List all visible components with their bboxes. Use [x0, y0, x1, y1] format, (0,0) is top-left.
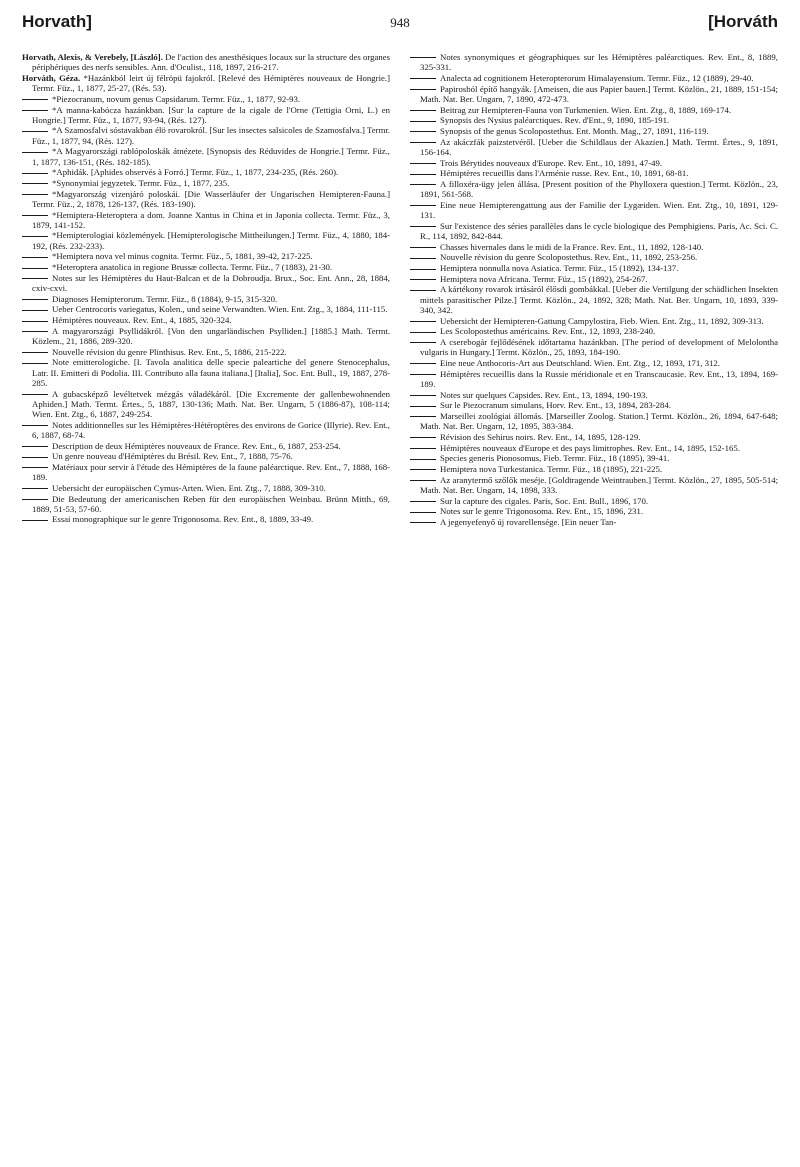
bibliography-entry: [410, 274, 778, 284]
entry-text: *Heteroptera anatolica in regione Brussæ collecta. Termr. Füz., 7 (1883), 21-30.: [52, 262, 333, 273]
bibliography-entry: [410, 400, 778, 410]
running-head-left: Horvath]: [22, 12, 92, 31]
bibliography-entry: [410, 316, 778, 326]
ditto-dash: [22, 257, 48, 258]
entry-text: A gubacsképző levéltetvek mézgás váladékáról. [Die Excremente der gallenbewohnenden Aphiden.] Math. Termt. Értes., 5, 1887, 130-136; Math. Nat. Ber. Ungarn, 5 (1886-87), 108-114; Wien. Ent. Ztg., 6, 1887, 249-254.: [32, 388, 390, 419]
bibliography-entry: [410, 453, 778, 463]
bibliography-entry: [410, 52, 778, 72]
entry-text: *Hazánkból leirt új félröpü fajokról. [Relevé des Hémiptères nouveaux de Hongrie.] Termr. Füz., 1, 1877, 25-27, (Rés. 53).: [32, 72, 390, 94]
bibliography-entry: [410, 326, 778, 336]
bibliography-entry: [22, 357, 390, 388]
bibliography-entry: [22, 326, 390, 346]
bibliography-entry: [22, 189, 390, 209]
bibliography-entry: [410, 242, 778, 252]
ditto-dash: [410, 57, 436, 58]
bibliography-entry: [22, 251, 390, 261]
ditto-dash: [22, 131, 48, 132]
ditto-dash: [22, 110, 48, 111]
ditto-dash: [410, 395, 436, 396]
ditto-dash: [410, 78, 436, 79]
entry-text: Notes synonymiques et géographiques sur les Hémiptères paléarctiques. Rev. Ent., 8, 1889, 325-331.: [420, 52, 778, 73]
ditto-dash: [410, 437, 436, 438]
bibliography-entry: [22, 462, 390, 482]
bibliography-entry: [22, 441, 390, 451]
ditto-dash: [410, 247, 436, 248]
entry-text: Eine neue Hemipterengattung aus der Familie der Lygæiden. Wien. Ent. Ztg., 10, 1891, 129-131.: [420, 199, 778, 221]
ditto-dash: [410, 448, 436, 449]
entry-text: Les Scolopostethus américains. Rev. Ent., 12, 1893, 238-240.: [440, 326, 656, 337]
ditto-dash: [22, 173, 48, 174]
bibliography-entry: [410, 221, 778, 241]
ditto-dash: [410, 142, 436, 143]
ditto-dash: [410, 332, 436, 333]
bibliography-entry: [22, 73, 390, 93]
bibliography-entry: [410, 179, 778, 199]
bibliography-entry: [22, 52, 390, 72]
entry-text: Description de deux Hémiptères nouveaux de France. Rev. Ent., 6, 1887, 253-254.: [52, 440, 341, 451]
bibliography-entry: [22, 94, 390, 104]
ditto-dash: [410, 121, 436, 122]
bibliography-entry: [410, 443, 778, 453]
entry-text: Eine neue Anthocoris-Art aus Deutschland. Wien. Ent. Ztg., 12, 1893, 171, 312.: [440, 357, 720, 368]
bibliography-entry: [410, 337, 778, 357]
ditto-dash: [22, 236, 48, 237]
bibliography-entry: [410, 369, 778, 389]
ditto-dash: [410, 89, 436, 90]
bibliography-entry: [410, 284, 778, 315]
entry-text: Die Bedeutung der americanischen Reben für den europäischen Weinbau. Brünn Mitth., 69, 1889, 51-53, 57-60.: [32, 493, 390, 514]
bibliography-entry: [22, 294, 390, 304]
bibliography-entry: [22, 420, 390, 440]
entry-text: Sur l'existence des séries parallèles dans le cycle biologique des Pemphigiens. Paris, Ac. Sci. C. R., 114, 1892, 842-844.: [420, 220, 778, 241]
bibliography-entry: [22, 210, 390, 230]
ditto-dash: [410, 205, 436, 206]
entry-text: A jegenyefenyő új rovarellensége. [Ein neuer Tan-: [440, 516, 617, 527]
ditto-dash: [410, 131, 436, 132]
bibliography-entry: [410, 252, 778, 262]
bibliography-entry: [410, 358, 778, 368]
entry-text: A magyarországi Psyllidákról. [Von den ungarländischen Psylliden.] [1885.] Math. Termt. Közlem., 21, 1886, 289-320.: [32, 325, 390, 346]
ditto-dash: [410, 321, 436, 322]
ditto-dash: [22, 278, 48, 279]
ditto-dash: [410, 522, 436, 523]
entry-text: Synopsis des Nysius paléarctiques. Rev. d'Ent., 9, 1890, 185-191.: [440, 115, 670, 126]
entry-text: *Synonymiai jegyzetek. Termr. Füz., 1, 1877, 235.: [52, 177, 230, 188]
entry-text: De l'action des anesthésiques locaux sur la structure des organes périphériques des nerfs sensibles. Ann. d'Oculist., 118, 1897, 216-217.: [32, 52, 391, 73]
bibliography-entry: [410, 411, 778, 431]
left-column: [22, 52, 390, 1161]
bibliography-entry: [22, 389, 390, 420]
entry-text: Hémiptères recueillis dans l'Arménie russe. Rev. Ent., 10, 1891, 68-81.: [440, 168, 689, 179]
entry-text: Synopsis of the genus Scolopostethus. Ent. Month. Mag., 27, 1891, 116-119.: [440, 125, 709, 136]
author-name: Horvath, Alexis, & Verebely, [László].: [22, 52, 163, 62]
bibliography-entry: [22, 167, 390, 177]
ditto-dash: [22, 194, 48, 195]
ditto-dash: [22, 394, 48, 395]
entry-text: *A Szamosfalvi sóstavakban élö rovarokról. [Sur les insectes salsicoles de Szamosfalva.] Termr. Füz., 1, 1877, 94, (Rés. 127).: [32, 125, 390, 146]
entry-text: Révision des Sehirus noirs. Rev. Ent., 14, 1895, 128-129.: [440, 431, 641, 442]
ditto-dash: [410, 163, 436, 164]
running-head-right: [Horváth: [708, 12, 778, 31]
ditto-dash: [22, 457, 48, 458]
entry-text: Az akáczfák paizstetvéről. [Ueber die Schildlaus der Akazien.] Math. Termt. Értes., 9, 1891, 156-164.: [420, 136, 778, 157]
entry-text: Un genre nouveau d'Hémiptères du Brésil. Rev. Ent., 7, 1888, 75-76.: [52, 451, 293, 462]
entry-text: *Hemiptera nova vel minus cognita. Termr. Füz., 5, 1881, 39-42, 217-225.: [52, 251, 313, 262]
entry-text: Notes sur les Hémiptères du Haut-Balcan et de la Dobroudja. Brux., Soc. Ent. Ann., 28, 1884, cxiv-cxvi.: [32, 272, 390, 293]
entry-text: A kártékony rovarok irtásáról élősdi gombákkal. [Ueber die Vertilgung der schädlichen Insekten mittels parasitischer Pilze.] Termt. Közlön., 24, 1892, 328; Math. Nat. Ber. Ungarn, 10, 1893, 339-340, 342.: [420, 284, 778, 315]
page-number: 948: [390, 15, 410, 30]
ditto-dash: [22, 152, 48, 153]
ditto-dash: [410, 279, 436, 280]
ditto-dash: [410, 290, 436, 291]
entry-text: *Magyarország vizenjáró poloskái. [Die Wasserläufer der Ungarischen Hemipteren-Fauna.] Termr. Füz., 2, 1878, 126-137, (Rés. 183-190).: [32, 188, 390, 209]
entry-text: A cserebogár fejlődésének időtartama hazánkban. [The period of development of Melolontha vulgaris in Hungary.] Termt. Közlön., 25, 1893, 184-190.: [420, 336, 778, 358]
entry-text: Notes sur le genre Trigonosoma. Rev. Ent., 15, 1896, 231.: [440, 506, 644, 517]
entry-text: Nouvelle révision du genre Plinthisus. Rev. Ent., 5, 1886, 215-222.: [52, 346, 287, 357]
ditto-dash: [410, 184, 436, 185]
ditto-dash: [410, 110, 436, 111]
ditto-dash: [22, 488, 48, 489]
ditto-dash: [22, 446, 48, 447]
bibliography-entry: [22, 125, 390, 145]
ditto-dash: [22, 299, 48, 300]
ditto-dash: [22, 467, 48, 468]
entry-text: Beitrag zur Hemipteren-Fauna von Turkmenien. Wien. Ent. Ztg., 8, 1889, 169-174.: [440, 104, 732, 115]
entry-text: Species generis Pionosomus, Fieb. Termr. Füz., 18 (1895), 39-41.: [440, 453, 670, 464]
ditto-dash: [410, 416, 436, 417]
entry-text: Az aranytermő szőlők meséje. [Goldtragende Weintrauben.] Termt. Közlön., 27, 1895, 505-514; Math. Nat. Ber. Ungarn, 14, 1898, 333.: [420, 474, 778, 495]
bibliography-entry: [410, 432, 778, 442]
entry-text: Sur la capture des cigales. Paris, Soc. Ent. Bull., 1896, 170.: [440, 495, 649, 506]
ditto-dash: [22, 352, 48, 353]
entry-text: Uebersicht der europäischen Cymus-Arten. Wien. Ent. Ztg., 7, 1888, 309-310.: [52, 482, 326, 493]
entry-text: Notes sur quelques Capsides. Rev. Ent., 13, 1894, 190-193.: [440, 389, 648, 400]
entry-text: Chasses hivernales dans le midi de la France. Rev. Ent., 11, 1892, 128-140.: [440, 241, 704, 252]
ditto-dash: [410, 269, 436, 270]
bibliography-entry: [410, 126, 778, 136]
entry-text: Hémiptères nouveaux d'Europe et des pays limitrophes. Rev. Ent., 14, 1895, 152-165.: [440, 442, 740, 453]
entry-text: Nouvelle révision du genre Scolopostethus. Rev. Ent., 11, 1892, 253-256.: [440, 252, 698, 263]
entry-text: *Piezocranum, novum genus Capsidarum. Termr. Füz., 1, 1877, 92-93.: [52, 93, 301, 104]
page-header: [22, 12, 778, 38]
bibliography-entry: [22, 514, 390, 524]
entry-text: Hémiptères nouveaux. Rev. Ent., 4, 1885, 320-324.: [52, 315, 232, 326]
bibliography-entry: [410, 137, 778, 157]
entry-text: *Aphidák. [Aphides observés à Forró.] Termr. Füz., 1, 1877, 234-235, (Rés. 260).: [52, 167, 339, 178]
ditto-dash: [22, 499, 48, 500]
entry-text: Hemiptera nonnulla nova Asiatica. Termr. Füz., 15 (1892), 134-137.: [440, 263, 679, 274]
entry-text: Notes additionnelles sur les Hémiptères-Hétéroptères des environs de Gorice (Illyrie). Rev. Ent., 6, 1887, 68-74.: [32, 419, 390, 440]
entry-text: Essai monographique sur le genre Trigonosoma. Rev. Ent., 8, 1889, 33-49.: [52, 514, 314, 525]
entry-text: *Hemipterologiai közlemények. [Hemipterologische Mittheilungen.] Termr. Füz., 4, 1880, 184-192, (Rés. 232-233).: [32, 230, 390, 251]
ditto-dash: [410, 480, 436, 481]
bibliography-entry: [22, 178, 390, 188]
entry-text: Sur le Piezocranum simulans, Horv. Rev. Ent., 13, 1894, 283-284.: [440, 400, 671, 411]
entry-text: Marseillei zoológiai állomás. [Marseiller Zoolog. Station.] Termt. Közlön., 26, 1894, 647-648; Math. Nat. Ber. Ungarn, 12, 1895, 383-384.: [420, 410, 778, 432]
bibliography-entry: [410, 168, 778, 178]
ditto-dash: [22, 215, 48, 216]
ditto-dash: [22, 268, 48, 269]
ditto-dash: [410, 374, 436, 375]
entry-text: *A Magyarországi rablópoloskák átnézete. [Synopsis des Réduvides de Hongrie.] Termr. Füz., 1, 1877, 136-151, (Rés. 182-185).: [32, 146, 390, 167]
ditto-dash: [410, 174, 436, 175]
bibliography-entry: [22, 494, 390, 514]
ditto-dash: [22, 310, 48, 311]
bibliography-entry: [410, 158, 778, 168]
bibliography-entry: [410, 464, 778, 474]
ditto-dash: [410, 512, 436, 513]
bibliography-columns: [22, 52, 778, 1161]
bibliography-entry: [22, 347, 390, 357]
bibliography-entry: [22, 230, 390, 250]
bibliography-entry: [22, 105, 390, 125]
bibliography-entry: [410, 475, 778, 495]
bibliography-entry: [410, 105, 778, 115]
entry-text: Trois Bérytides nouveaux d'Europe. Rev. Ent., 10, 1891, 47-49.: [440, 157, 663, 168]
entry-text: Hémiptères recueillis dans la Russie méridionale et en Transcaucasie. Rev. Ent., 13, 1894, 169-189.: [420, 368, 778, 389]
right-column: [410, 52, 778, 1161]
ditto-dash: [22, 425, 48, 426]
bibliography-entry: [22, 451, 390, 461]
bibliography-entry: [410, 263, 778, 273]
entry-text: Papirosból építő hangyák. [Ameisen, die aus Papier bauen.] Termt. Közlön., 21, 1889, 151-154; Math. Nat. Ber. Ungarn, 7, 1890, 472-473.: [420, 83, 778, 104]
bibliography-entry: [22, 483, 390, 493]
ditto-dash: [410, 342, 436, 343]
entry-text: Diagnoses Hemipterorum. Termr. Füz., 8 (1884), 9-15, 315-320.: [52, 293, 278, 304]
entry-text: Ueber Centrocoris variegatus, Kolen., und seine Verwandten. Wien. Ent. Ztg., 3, 1884, 111-115.: [52, 304, 388, 315]
ditto-dash: [22, 520, 48, 521]
author-name: Horváth, Géza.: [22, 72, 81, 83]
bibliography-entry: [22, 146, 390, 166]
ditto-dash: [410, 501, 436, 502]
ditto-dash: [410, 363, 436, 364]
bibliography-entry: [410, 496, 778, 506]
bibliography-entry: [410, 73, 778, 83]
ditto-dash: [22, 99, 48, 100]
entry-text: Matériaux pour servir à l'étude des Hémiptères de la faune paléarctique. Rev. Ent., 7, 1888, 168-189.: [32, 461, 390, 483]
bibliography-entry: [410, 115, 778, 125]
ditto-dash: [22, 321, 48, 322]
entry-text: Analecta ad cognitionem Heteropterorum Himalayensium. Termr. Füz., 12 (1889), 29-40.: [440, 72, 754, 83]
entry-text: Uebersicht der Hemipteren-Gattung Campylostira, Fieb. Wien. Ent. Ztg., 11, 1892, 309-313.: [440, 315, 764, 326]
bibliography-entry: [22, 315, 390, 325]
entry-text: A filloxéra-ügy jelen állása. [Present position of the Phylloxera question.] Termt. Közlön., 23, 1891, 561-568.: [420, 178, 778, 200]
entry-text: Hemiptera nova Africana. Termr. Füz., 15 (1892), 254-267.: [440, 273, 648, 284]
ditto-dash: [410, 258, 436, 259]
ditto-dash: [410, 226, 436, 227]
ditto-dash: [22, 363, 48, 364]
bibliography-entry: [22, 262, 390, 272]
ditto-dash: [410, 459, 436, 460]
bibliography-entry: [410, 390, 778, 400]
entry-text: *Hemiptera-Heteroptera a dom. Joanne Xantus in China et in Japonia collecta. Termr. Füz., 3, 1879, 141-152.: [32, 209, 390, 230]
ditto-dash: [22, 183, 48, 184]
entry-text: Note emitterologiche. [I. Tavola analitica delle specie paleartiche del genere Stenocephalus, Latr. II. Emitteri di Podolia. III. Contributo alla fauna italiana.] [Italia], Soc. Ent. Bull., 19, 1887, 278-285.: [32, 357, 390, 388]
bibliography-entry: [410, 200, 778, 220]
bibliography-entry: [22, 273, 390, 293]
bibliography-entry: [410, 506, 778, 516]
entry-text: Hemiptera nova Turkestanica. Termr. Füz., 18 (1895), 221-225.: [440, 463, 663, 474]
entry-text: *A manna-kabócza hazánkban. [Sur la capture de la cigale de l'Orne (Tettigia Orni, L.) en Hongrie.] Termr. Füz., 1, 1877, 93-94, (Rés. 127).: [32, 104, 390, 125]
bibliography-entry: [410, 84, 778, 104]
ditto-dash: [22, 331, 48, 332]
bibliography-entry: [22, 304, 390, 314]
bibliography-entry: [410, 517, 778, 527]
ditto-dash: [410, 469, 436, 470]
ditto-dash: [410, 406, 436, 407]
